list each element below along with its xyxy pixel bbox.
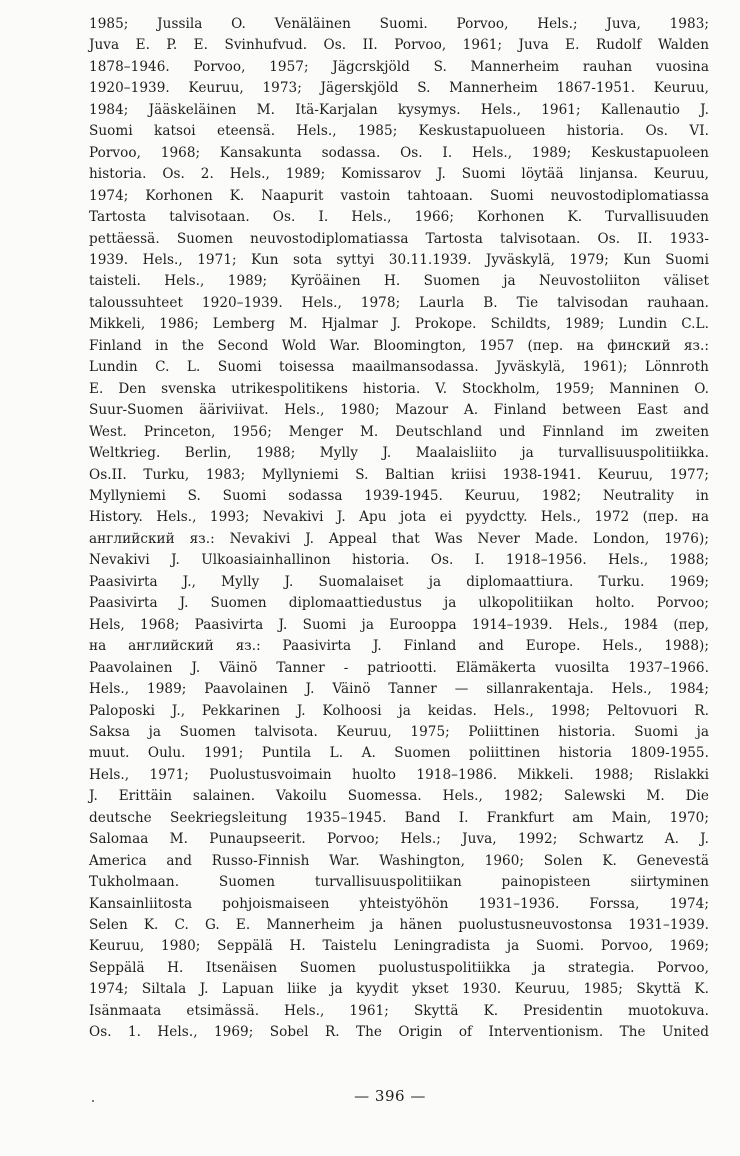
text-line: historia. Os. 2. Hels., 1989; Komissarov J. Suomi löytää linjansa. Keuruu, [89, 166, 710, 183]
text-line: 1878–1946. Porvoo, 1957; Jägcrskjöld S. Mannerheim rauhan vuosina [89, 58, 710, 75]
text-line: Porvoo, 1968; Kansakunta sodassa. Os. I. Hels., 1989; Keskustapuoleen [89, 144, 709, 161]
text-line: Suur-Suomen ääriviivat. Hels., 1980; Mazour A. Finland between East and [89, 402, 709, 419]
text-line: Myllyniemi S. Suomi sodassa 1939-1945. Keuruu, 1982; Neutrality in [89, 487, 709, 504]
text-line: Isänmaata etsimässä. Hels., 1961; Skyttä K. Presidentin muotokuva. [89, 1002, 710, 1019]
text-line: Paasivirta J., Mylly J. Suomalaiset ja diplomaattiura. Turku. 1969; [89, 573, 710, 590]
text-line: Hels., 1971; Puolustusvoimain huolto 1918–1986. Mikkeli. 1988; Rislakki [89, 766, 710, 783]
text-line: Os. 1. Hels., 1969; Sobel R. The Origin of Interventionism. The United [89, 1024, 710, 1041]
text-line: Os.II. Turku, 1983; Myllyniemi S. Baltian kriisi 1938-1941. Keuruu, 1977; [89, 466, 710, 483]
text-line: 1985; Jussila O. Venäläinen Suomi. Porvoo, Hels.; Juva, 1983; [89, 16, 710, 32]
text-line: Suomi katsoi eteensä. Hels., 1985; Keskustapuolueen historia. Os. VI. [89, 123, 710, 140]
text-line: Hels., 1989; Paavolainen J. Väinö Tanner — sillanrakentaja. Hels., 1984; [89, 681, 710, 698]
text-line: taisteli. Hels., 1989; Kyröäinen H. Suomen ja Neuvostoliiton väliset [89, 273, 710, 290]
text-line: Keuruu, 1980; Seppälä H. Taistelu Leningradista ja Suomi. Porvoo, 1969; [89, 938, 710, 955]
text-line: Paasivirta J. Suomen diplomaattiedustus ja ulkopolitiikan holto. Porvoo; [89, 595, 710, 612]
text-line: America and Russo-Finnish War. Washington, 1960; Solen K. Genevestä [89, 852, 710, 869]
text-line: Tartosta talvisotaan. Os. I. Hels., 1966; Korhonen K. Turvallisuuden [89, 209, 709, 226]
text-line: 1974; Korhonen K. Naapurit vastoin tahtoaan. Suomi neuvostodiplomatiassa [89, 187, 710, 204]
text-line: английский яз.: Nevakivi J. Appeal that Was Never Made. London, 1976); [89, 530, 709, 547]
text-line: Paloposki J., Pekkarinen J. Kolhoosi ja keidas. Hels., 1998; Peltovuori R. [89, 702, 709, 719]
text-line: 1939. Hels., 1971; Kun sota syttyi 30.11.1939. Jyväskylä, 1979; Kun Suomi [89, 251, 709, 268]
text-line: Paavolainen J. Väinö Tanner - patriootti. Elämäkerta vuosilta 1937–1966. [89, 659, 710, 676]
text-line: Weltkrieg. Berlin, 1988; Mylly J. Maalaisliito ja turvallisuuspolitiikka. [89, 445, 709, 462]
text-line: Saksa ja Suomen talvisota. Keuruu, 1975; Poliittinen historia. Suomi ja [89, 723, 709, 740]
page-number: — 396 — [354, 1087, 426, 1105]
text-line: West. Princeton, 1956; Menger M. Deutschland und Finnland im zweiten [89, 423, 710, 440]
text-line: Nevakivi J. Ulkoasiainhallinon historia. Os. I. 1918–1956. Hels., 1988; [89, 552, 710, 569]
text-line: deutsche Seekriegsleitung 1935–1945. Band I. Frankfurt am Main, 1970; [89, 809, 709, 826]
text-line: J. Erittäin salainen. Vakoilu Suomessa. Hels., 1982; Salewski M. Die [89, 788, 710, 805]
text-line: muut. Oulu. 1991; Puntila L. A. Suomen poliittinen historia 1809-1955. [89, 745, 709, 762]
text-line: Salomaa M. Punaupseerit. Porvoo; Hels.; Juva, 1992; Schwartz A. J. [89, 831, 709, 848]
text-line: Selen K. C. G. E. Mannerheim ja hänen puolustusneuvostonsa 1931–1939. [89, 917, 710, 934]
text-line: Lundin C. L. Suomi toisessa maailmansodassa. Jyväskylä, 1961); Lönnroth [89, 359, 709, 376]
text-line: 1920–1939. Keuruu, 1973; Jägerskjöld S. Mannerheim 1867-1951. Keuruu, [89, 80, 710, 97]
text-line: History. Hels., 1993; Nevakivi J. Apu jota ei pyydctty. Hels., 1972 (пер. на [89, 509, 710, 526]
text-line: Mikkeli, 1986; Lemberg M. Hjalmar J. Prokope. Schildts, 1989; Lundin C.L. [89, 316, 709, 333]
text-line: 1984; Jääskeläinen M. Itä-Karjalan kysymys. Hels., 1961; Kallenautio J. [89, 101, 709, 118]
text-line: 1974; Siltala J. Lapuan liike ja kyydit ykset 1930. Keuruu, 1985; Skyttä K. [89, 981, 709, 998]
text-line: Seppälä H. Itsenäisen Suomen puolustuspolitiikka ja strategia. Porvoo, [89, 959, 710, 976]
text-line: Hels, 1968; Paasivirta J. Suomi ja Eurooppa 1914–1939. Hels., 1984 (пер, [89, 616, 709, 633]
text-line: E. Den svenska utrikespolitikens historia. V. Stockholm, 1959; Manninen O. [89, 380, 709, 397]
text-line: Finland in the Second Wold War. Bloomington, 1957 (пер. на финский яз.: [89, 337, 709, 354]
text-line: Juva E. P. E. Svinhufvud. Os. II. Porvoo, 1961; Juva E. Rudolf Walden [89, 37, 709, 54]
text-line: pettäessä. Suomen neuvostodiplomatiassa Tartosta talvisotaan. Os. II. 1933- [89, 230, 710, 247]
text-line: taloussuhteet 1920–1939. Hels., 1978; Laurla B. Tie talvisodan rauhaan. [89, 294, 710, 311]
text-line: Tukholmaan. Suomen turvallisuuspolitiikan painopisteen siirtyminen [89, 874, 709, 891]
bibliography-text [89, 14, 709, 1044]
text-line: на английский яз.: Paasivirta J. Finland and Europe. Hels., 1988); [89, 638, 710, 655]
text-line: Kansainliitosta pohjoismaiseen yhteistyöhön 1931–1936. Forssa, 1974; [89, 895, 709, 912]
